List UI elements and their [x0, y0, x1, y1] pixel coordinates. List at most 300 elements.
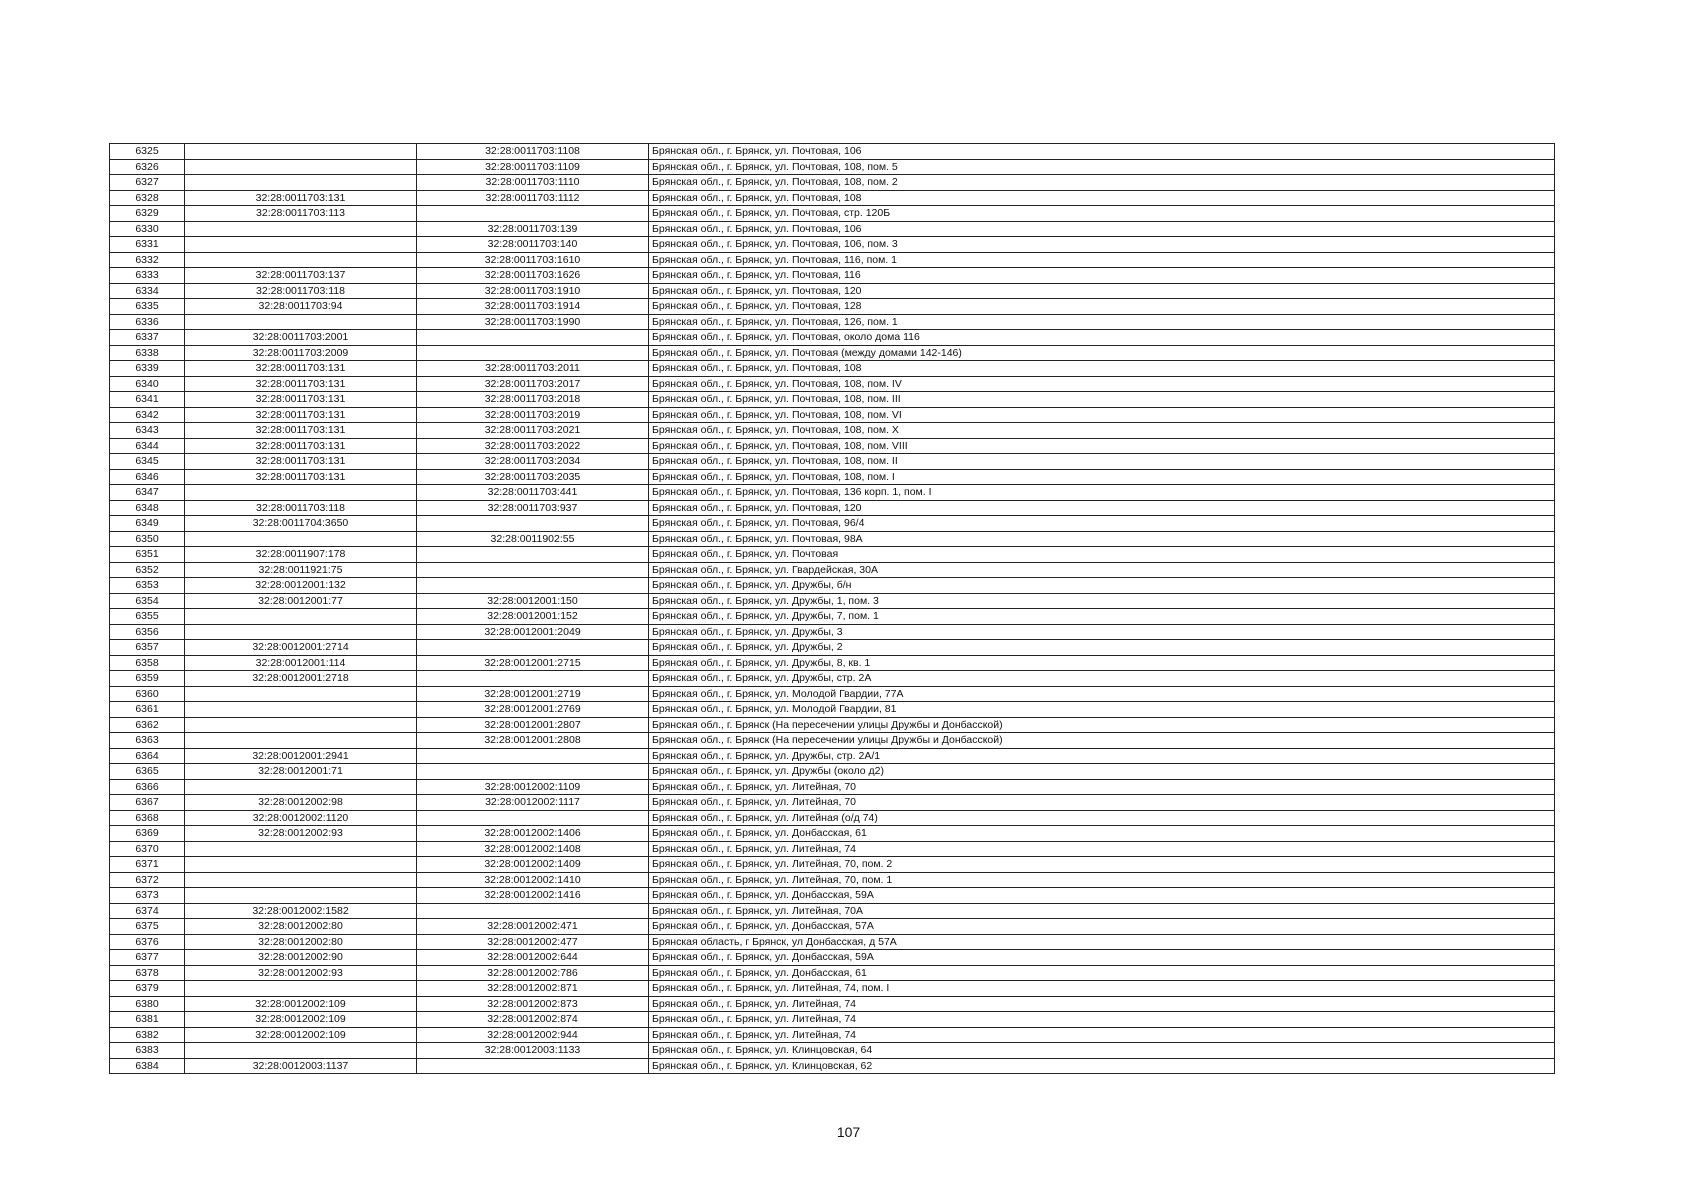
row-number-cell: 6325 [110, 144, 185, 160]
object-cadastral-number-cell: 32:28:0012002:471 [417, 919, 649, 935]
address-cell: Брянская обл., г. Брянск, ул. Литейная (о/д 74) [649, 810, 1555, 826]
object-cadastral-number-cell [417, 516, 649, 532]
object-cadastral-number-cell: 32:28:0012002:1117 [417, 795, 649, 811]
address-cell: Брянская обл., г. Брянск, ул. Литейная, 74 [649, 841, 1555, 857]
object-cadastral-number-cell: 32:28:0011902:55 [417, 531, 649, 547]
row-number-cell: 6366 [110, 779, 185, 795]
object-cadastral-number-cell: 32:28:0012002:873 [417, 996, 649, 1012]
object-cadastral-number-cell: 32:28:0011703:2019 [417, 407, 649, 423]
table-row [110, 407, 1555, 423]
table-row [110, 934, 1555, 950]
address-cell: Брянская обл., г. Брянск, ул. Дружбы, 3 [649, 624, 1555, 640]
row-number-cell: 6338 [110, 345, 185, 361]
object-cadastral-number-cell [417, 671, 649, 687]
table-row [110, 221, 1555, 237]
object-cadastral-number-cell: 32:28:0011703:1108 [417, 144, 649, 160]
address-cell: Брянская обл., г. Брянск, ул. Почтовая, 108 [649, 190, 1555, 206]
object-cadastral-number-cell: 32:28:0011703:2022 [417, 438, 649, 454]
address-cell: Брянская обл., г. Брянск, ул. Дружбы, стр. 2А/1 [649, 748, 1555, 764]
table-row [110, 965, 1555, 981]
object-cadastral-number-cell: 32:28:0012002:1408 [417, 841, 649, 857]
address-cell: Брянская обл., г. Брянск, ул. Дружбы, 1, пом. 3 [649, 593, 1555, 609]
object-cadastral-number-cell [417, 547, 649, 563]
row-number-cell: 6346 [110, 469, 185, 485]
table-row [110, 547, 1555, 563]
object-cadastral-number-cell: 32:28:0011703:2018 [417, 392, 649, 408]
land-cadastral-number-cell: 32:28:0011703:2009 [185, 345, 417, 361]
table-row [110, 376, 1555, 392]
row-number-cell: 6350 [110, 531, 185, 547]
address-cell: Брянская область, г Брянск, ул Донбасская, д 57А [649, 934, 1555, 950]
land-cadastral-number-cell: 32:28:0011703:131 [185, 361, 417, 377]
land-cadastral-number-cell [185, 779, 417, 795]
object-cadastral-number-cell: 32:28:0012001:2807 [417, 717, 649, 733]
row-number-cell: 6357 [110, 640, 185, 656]
land-cadastral-number-cell: 32:28:0012001:77 [185, 593, 417, 609]
table-row [110, 1043, 1555, 1059]
table-row [110, 469, 1555, 485]
table-row [110, 1012, 1555, 1028]
object-cadastral-number-cell: 32:28:0011703:2035 [417, 469, 649, 485]
land-cadastral-number-cell: 32:28:0011703:118 [185, 500, 417, 516]
object-cadastral-number-cell: 32:28:0012002:1409 [417, 857, 649, 873]
land-cadastral-number-cell [185, 733, 417, 749]
table-row [110, 392, 1555, 408]
table-row [110, 206, 1555, 222]
address-cell: Брянская обл., г. Брянск, ул. Донбасская, 59А [649, 888, 1555, 904]
address-cell: Брянская обл., г. Брянск, ул. Дружбы (около д2) [649, 764, 1555, 780]
table-row [110, 671, 1555, 687]
object-cadastral-number-cell [417, 206, 649, 222]
address-cell: Брянская обл., г. Брянск, ул. Почтовая, 108, пом. 5 [649, 159, 1555, 175]
land-cadastral-number-cell [185, 252, 417, 268]
row-number-cell: 6351 [110, 547, 185, 563]
table-row [110, 733, 1555, 749]
row-number-cell: 6369 [110, 826, 185, 842]
address-cell: Брянская обл., г. Брянск, ул. Почтовая, около дома 116 [649, 330, 1555, 346]
address-cell: Брянская обл., г. Брянск, ул. Почтовая, 98А [649, 531, 1555, 547]
land-cadastral-number-cell [185, 237, 417, 253]
address-cell: Брянская обл., г. Брянск, ул. Почтовая, 108, пом. III [649, 392, 1555, 408]
address-cell: Брянская обл., г. Брянск, ул. Почтовая, 108, пом. X [649, 423, 1555, 439]
row-number-cell: 6336 [110, 314, 185, 330]
object-cadastral-number-cell: 32:28:0012002:1410 [417, 872, 649, 888]
row-number-cell: 6383 [110, 1043, 185, 1059]
row-number-cell: 6355 [110, 609, 185, 625]
table-row [110, 175, 1555, 191]
land-cadastral-number-cell [185, 159, 417, 175]
row-number-cell: 6354 [110, 593, 185, 609]
row-number-cell: 6371 [110, 857, 185, 873]
object-cadastral-number-cell: 32:28:0011703:1910 [417, 283, 649, 299]
object-cadastral-number-cell: 32:28:0011703:2021 [417, 423, 649, 439]
object-cadastral-number-cell [417, 330, 649, 346]
row-number-cell: 6329 [110, 206, 185, 222]
address-cell: Брянская обл., г. Брянск, ул. Молодой Гвардии, 81 [649, 702, 1555, 718]
object-cadastral-number-cell: 32:28:0011703:937 [417, 500, 649, 516]
address-cell: Брянская обл., г. Брянск, ул. Литейная, 70 [649, 779, 1555, 795]
object-cadastral-number-cell [417, 578, 649, 594]
row-number-cell: 6378 [110, 965, 185, 981]
land-cadastral-number-cell: 32:28:0012001:2714 [185, 640, 417, 656]
address-cell: Брянская обл., г. Брянск, ул. Почтовая (между домами 142-146) [649, 345, 1555, 361]
land-cadastral-number-cell [185, 624, 417, 640]
row-number-cell: 6364 [110, 748, 185, 764]
table-row [110, 283, 1555, 299]
table-row [110, 144, 1555, 160]
table-row [110, 810, 1555, 826]
address-cell: Брянская обл., г. Брянск, ул. Дружбы, стр. 2А [649, 671, 1555, 687]
row-number-cell: 6326 [110, 159, 185, 175]
row-number-cell: 6382 [110, 1027, 185, 1043]
table-row [110, 888, 1555, 904]
object-cadastral-number-cell: 32:28:0012002:944 [417, 1027, 649, 1043]
land-cadastral-number-cell: 32:28:0011703:131 [185, 392, 417, 408]
table-row [110, 299, 1555, 315]
land-cadastral-number-cell [185, 686, 417, 702]
object-cadastral-number-cell [417, 810, 649, 826]
land-cadastral-number-cell: 32:28:0012002:93 [185, 826, 417, 842]
land-cadastral-number-cell: 32:28:0011703:2001 [185, 330, 417, 346]
address-cell: Брянская обл., г. Брянск, ул. Донбасская, 59А [649, 950, 1555, 966]
address-cell: Брянская обл., г. Брянск, ул. Почтовая, 120 [649, 500, 1555, 516]
table-row [110, 702, 1555, 718]
table-row [110, 764, 1555, 780]
table-row [110, 485, 1555, 501]
row-number-cell: 6356 [110, 624, 185, 640]
row-number-cell: 6328 [110, 190, 185, 206]
row-number-cell: 6377 [110, 950, 185, 966]
land-cadastral-number-cell: 32:28:0011703:131 [185, 190, 417, 206]
table-row [110, 252, 1555, 268]
address-cell: Брянская обл., г. Брянск, ул. Почтовая, 126, пом. 1 [649, 314, 1555, 330]
land-cadastral-number-cell [185, 144, 417, 160]
land-cadastral-number-cell: 32:28:0011704:3650 [185, 516, 417, 532]
table-row [110, 516, 1555, 532]
row-number-cell: 6363 [110, 733, 185, 749]
row-number-cell: 6341 [110, 392, 185, 408]
land-cadastral-number-cell: 32:28:0011907:178 [185, 547, 417, 563]
table-row [110, 454, 1555, 470]
address-cell: Брянская обл., г. Брянск, ул. Литейная, 74 [649, 1027, 1555, 1043]
object-cadastral-number-cell: 32:28:0011703:1110 [417, 175, 649, 191]
table-row [110, 578, 1555, 594]
object-cadastral-number-cell [417, 1058, 649, 1074]
land-cadastral-number-cell: 32:28:0012001:2941 [185, 748, 417, 764]
table-row [110, 919, 1555, 935]
address-cell: Брянская обл., г. Брянск, ул. Дружбы, 2 [649, 640, 1555, 656]
table-row [110, 981, 1555, 997]
registry-table-body [110, 144, 1555, 1074]
land-cadastral-number-cell: 32:28:0011703:94 [185, 299, 417, 315]
row-number-cell: 6380 [110, 996, 185, 1012]
row-number-cell: 6331 [110, 237, 185, 253]
row-number-cell: 6358 [110, 655, 185, 671]
table-row [110, 531, 1555, 547]
land-cadastral-number-cell: 32:28:0012002:98 [185, 795, 417, 811]
row-number-cell: 6373 [110, 888, 185, 904]
address-cell: Брянская обл., г. Брянск, ул. Почтовая [649, 547, 1555, 563]
object-cadastral-number-cell: 32:28:0011703:1914 [417, 299, 649, 315]
object-cadastral-number-cell: 32:28:0011703:2011 [417, 361, 649, 377]
table-row [110, 361, 1555, 377]
address-cell: Брянская обл., г. Брянск, ул. Гвардейская, 30А [649, 562, 1555, 578]
row-number-cell: 6334 [110, 283, 185, 299]
address-cell: Брянская обл., г. Брянск, ул. Почтовая, 116, пом. 1 [649, 252, 1555, 268]
object-cadastral-number-cell: 32:28:0012002:1406 [417, 826, 649, 842]
row-number-cell: 6362 [110, 717, 185, 733]
table-row [110, 903, 1555, 919]
land-cadastral-number-cell [185, 888, 417, 904]
object-cadastral-number-cell: 32:28:0012002:874 [417, 1012, 649, 1028]
land-cadastral-number-cell: 32:28:0012002:93 [185, 965, 417, 981]
row-number-cell: 6344 [110, 438, 185, 454]
object-cadastral-number-cell: 32:28:0011703:1626 [417, 268, 649, 284]
land-cadastral-number-cell: 32:28:0011703:131 [185, 454, 417, 470]
land-cadastral-number-cell: 32:28:0012002:1582 [185, 903, 417, 919]
row-number-cell: 6360 [110, 686, 185, 702]
row-number-cell: 6345 [110, 454, 185, 470]
row-number-cell: 6352 [110, 562, 185, 578]
land-cadastral-number-cell: 32:28:0012002:80 [185, 919, 417, 935]
address-cell: Брянская обл., г. Брянск (На пересечении улицы Дружбы и Донбасской) [649, 733, 1555, 749]
object-cadastral-number-cell: 32:28:0011703:1112 [417, 190, 649, 206]
row-number-cell: 6343 [110, 423, 185, 439]
object-cadastral-number-cell [417, 562, 649, 578]
row-number-cell: 6347 [110, 485, 185, 501]
land-cadastral-number-cell: 32:28:0011703:131 [185, 423, 417, 439]
table-row [110, 268, 1555, 284]
row-number-cell: 6375 [110, 919, 185, 935]
address-cell: Брянская обл., г. Брянск, ул. Почтовая, 108, пом. 2 [649, 175, 1555, 191]
object-cadastral-number-cell [417, 748, 649, 764]
address-cell: Брянская обл., г. Брянск, ул. Дружбы, 8, кв. 1 [649, 655, 1555, 671]
object-cadastral-number-cell: 32:28:0012001:2719 [417, 686, 649, 702]
object-cadastral-number-cell: 32:28:0011703:2034 [417, 454, 649, 470]
address-cell: Брянская обл., г. Брянск, ул. Литейная, 70, пом. 2 [649, 857, 1555, 873]
row-number-cell: 6330 [110, 221, 185, 237]
address-cell: Брянская обл., г. Брянск, ул. Почтовая, 106 [649, 221, 1555, 237]
object-cadastral-number-cell [417, 345, 649, 361]
row-number-cell: 6332 [110, 252, 185, 268]
row-number-cell: 6379 [110, 981, 185, 997]
row-number-cell: 6340 [110, 376, 185, 392]
object-cadastral-number-cell: 32:28:0011703:139 [417, 221, 649, 237]
table-row [110, 190, 1555, 206]
address-cell: Брянская обл., г. Брянск, ул. Почтовая, 108, пом. II [649, 454, 1555, 470]
table-row [110, 330, 1555, 346]
row-number-cell: 6376 [110, 934, 185, 950]
object-cadastral-number-cell: 32:28:0011703:1610 [417, 252, 649, 268]
table-row [110, 841, 1555, 857]
row-number-cell: 6339 [110, 361, 185, 377]
object-cadastral-number-cell: 32:28:0012003:1133 [417, 1043, 649, 1059]
row-number-cell: 6367 [110, 795, 185, 811]
row-number-cell: 6335 [110, 299, 185, 315]
table-row [110, 1058, 1555, 1074]
address-cell: Брянская обл., г. Брянск, ул. Литейная, 74, пом. I [649, 981, 1555, 997]
table-row [110, 345, 1555, 361]
address-cell: Брянская обл., г. Брянск, ул. Почтовая, 106, пом. 3 [649, 237, 1555, 253]
table-row [110, 748, 1555, 764]
table-row [110, 624, 1555, 640]
land-cadastral-number-cell [185, 531, 417, 547]
address-cell: Брянская обл., г. Брянск, ул. Почтовая, 108, пом. I [649, 469, 1555, 485]
table-row [110, 640, 1555, 656]
address-cell: Брянская обл., г. Брянск, ул. Донбасская, 57А [649, 919, 1555, 935]
land-cadastral-number-cell: 32:28:0012001:71 [185, 764, 417, 780]
land-cadastral-number-cell: 32:28:0011703:131 [185, 438, 417, 454]
land-cadastral-number-cell: 32:28:0011703:131 [185, 407, 417, 423]
land-cadastral-number-cell [185, 1043, 417, 1059]
object-cadastral-number-cell: 32:28:0012002:1109 [417, 779, 649, 795]
row-number-cell: 6359 [110, 671, 185, 687]
address-cell: Брянская обл., г. Брянск, ул. Почтовая, 108, пом. VIII [649, 438, 1555, 454]
table-row [110, 996, 1555, 1012]
address-cell: Брянская обл., г. Брянск, ул. Почтовая, 108, пом. VI [649, 407, 1555, 423]
land-cadastral-number-cell: 32:28:0011921:75 [185, 562, 417, 578]
object-cadastral-number-cell: 32:28:0011703:2017 [417, 376, 649, 392]
row-number-cell: 6349 [110, 516, 185, 532]
row-number-cell: 6381 [110, 1012, 185, 1028]
row-number-cell: 6374 [110, 903, 185, 919]
land-cadastral-number-cell: 32:28:0012002:109 [185, 1027, 417, 1043]
table-row [110, 857, 1555, 873]
land-cadastral-number-cell [185, 872, 417, 888]
object-cadastral-number-cell: 32:28:0012002:644 [417, 950, 649, 966]
land-cadastral-number-cell: 32:28:0012002:109 [185, 996, 417, 1012]
address-cell: Брянская обл., г. Брянск, ул. Почтовая, 120 [649, 283, 1555, 299]
land-cadastral-number-cell: 32:28:0011703:131 [185, 469, 417, 485]
land-cadastral-number-cell [185, 717, 417, 733]
object-cadastral-number-cell: 32:28:0012001:150 [417, 593, 649, 609]
object-cadastral-number-cell: 32:28:0012001:2049 [417, 624, 649, 640]
object-cadastral-number-cell [417, 764, 649, 780]
land-cadastral-number-cell: 32:28:0012002:90 [185, 950, 417, 966]
table-row [110, 237, 1555, 253]
row-number-cell: 6342 [110, 407, 185, 423]
table-row [110, 717, 1555, 733]
table-row [110, 779, 1555, 795]
table-row [110, 872, 1555, 888]
address-cell: Брянская обл., г. Брянск, ул. Почтовая, 116 [649, 268, 1555, 284]
table-row [110, 562, 1555, 578]
page-number: 107 [836, 1124, 861, 1140]
land-cadastral-number-cell: 32:28:0011703:118 [185, 283, 417, 299]
address-cell: Брянская обл., г. Брянск, ул. Донбасская, 61 [649, 965, 1555, 981]
table-row [110, 686, 1555, 702]
object-cadastral-number-cell: 32:28:0011703:1109 [417, 159, 649, 175]
row-number-cell: 6365 [110, 764, 185, 780]
table-row [110, 500, 1555, 516]
land-cadastral-number-cell: 32:28:0012002:109 [185, 1012, 417, 1028]
address-cell: Брянская обл., г. Брянск, ул. Литейная, 74 [649, 996, 1555, 1012]
table-row [110, 438, 1555, 454]
row-number-cell: 6361 [110, 702, 185, 718]
table-row [110, 795, 1555, 811]
row-number-cell: 6370 [110, 841, 185, 857]
land-cadastral-number-cell [185, 609, 417, 625]
address-cell: Брянская обл., г. Брянск, ул. Дружбы, б/н [649, 578, 1555, 594]
land-cadastral-number-cell: 32:28:0012001:2718 [185, 671, 417, 687]
row-number-cell: 6327 [110, 175, 185, 191]
land-cadastral-number-cell [185, 981, 417, 997]
land-cadastral-number-cell [185, 857, 417, 873]
address-cell: Брянская обл., г. Брянск, ул. Литейная, 70А [649, 903, 1555, 919]
land-cadastral-number-cell: 32:28:0012001:114 [185, 655, 417, 671]
row-number-cell: 6337 [110, 330, 185, 346]
address-cell: Брянская обл., г. Брянск, ул. Почтовая, 106 [649, 144, 1555, 160]
object-cadastral-number-cell: 32:28:0012002:1416 [417, 888, 649, 904]
table-row [110, 423, 1555, 439]
land-cadastral-number-cell [185, 314, 417, 330]
object-cadastral-number-cell: 32:28:0012002:786 [417, 965, 649, 981]
object-cadastral-number-cell [417, 903, 649, 919]
land-cadastral-number-cell [185, 841, 417, 857]
land-cadastral-number-cell: 32:28:0012002:80 [185, 934, 417, 950]
land-cadastral-number-cell [185, 175, 417, 191]
address-cell: Брянская обл., г. Брянск, ул. Литейная, 70 [649, 795, 1555, 811]
row-number-cell: 6384 [110, 1058, 185, 1074]
land-cadastral-number-cell: 32:28:0011703:113 [185, 206, 417, 222]
address-cell: Брянская обл., г. Брянск, ул. Почтовая, 136 корп. 1, пом. I [649, 485, 1555, 501]
land-cadastral-number-cell: 32:28:0011703:137 [185, 268, 417, 284]
address-cell: Брянская обл., г. Брянск, ул. Донбасская, 61 [649, 826, 1555, 842]
object-cadastral-number-cell: 32:28:0012001:2715 [417, 655, 649, 671]
object-cadastral-number-cell: 32:28:0011703:1990 [417, 314, 649, 330]
address-cell: Брянская обл., г. Брянск, ул. Почтовая, стр. 120Б [649, 206, 1555, 222]
registry-table [109, 143, 1555, 1074]
land-cadastral-number-cell: 32:28:0012003:1137 [185, 1058, 417, 1074]
table-row [110, 950, 1555, 966]
address-cell: Брянская обл., г. Брянск, ул. Молодой Гвардии, 77А [649, 686, 1555, 702]
land-cadastral-number-cell [185, 221, 417, 237]
table-row [110, 1027, 1555, 1043]
object-cadastral-number-cell: 32:28:0012002:871 [417, 981, 649, 997]
address-cell: Брянская обл., г. Брянск, ул. Литейная, 70, пом. 1 [649, 872, 1555, 888]
address-cell: Брянская обл., г. Брянск, ул. Клинцовская, 62 [649, 1058, 1555, 1074]
land-cadastral-number-cell [185, 485, 417, 501]
object-cadastral-number-cell: 32:28:0012001:2808 [417, 733, 649, 749]
address-cell: Брянская обл., г. Брянск, ул. Клинцовская, 64 [649, 1043, 1555, 1059]
table-row [110, 655, 1555, 671]
row-number-cell: 6368 [110, 810, 185, 826]
land-cadastral-number-cell: 32:28:0011703:131 [185, 376, 417, 392]
table-row [110, 609, 1555, 625]
land-cadastral-number-cell [185, 702, 417, 718]
object-cadastral-number-cell: 32:28:0012001:152 [417, 609, 649, 625]
address-cell: Брянская обл., г. Брянск, ул. Почтовая, 108, пом. IV [649, 376, 1555, 392]
table-row [110, 593, 1555, 609]
address-cell: Брянская обл., г. Брянск, ул. Почтовая, 128 [649, 299, 1555, 315]
row-number-cell: 6372 [110, 872, 185, 888]
object-cadastral-number-cell: 32:28:0011703:140 [417, 237, 649, 253]
address-cell: Брянская обл., г. Брянск, ул. Почтовая, 96/4 [649, 516, 1555, 532]
object-cadastral-number-cell: 32:28:0012001:2769 [417, 702, 649, 718]
address-cell: Брянская обл., г. Брянск, ул. Почтовая, 108 [649, 361, 1555, 377]
land-cadastral-number-cell: 32:28:0012002:1120 [185, 810, 417, 826]
object-cadastral-number-cell: 32:28:0012002:477 [417, 934, 649, 950]
object-cadastral-number-cell [417, 640, 649, 656]
address-cell: Брянская обл., г. Брянск (На пересечении улицы Дружбы и Донбасской) [649, 717, 1555, 733]
row-number-cell: 6333 [110, 268, 185, 284]
table-row [110, 314, 1555, 330]
table-row [110, 826, 1555, 842]
object-cadastral-number-cell: 32:28:0011703:441 [417, 485, 649, 501]
row-number-cell: 6348 [110, 500, 185, 516]
table-row [110, 159, 1555, 175]
address-cell: Брянская обл., г. Брянск, ул. Литейная, 74 [649, 1012, 1555, 1028]
